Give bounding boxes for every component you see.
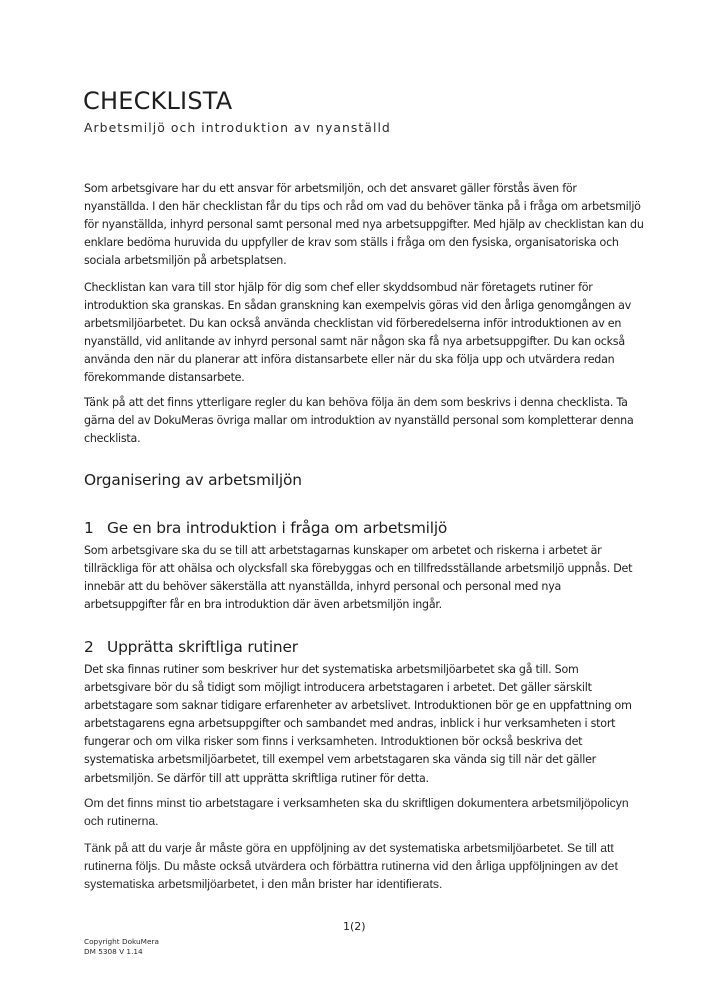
footer	[84, 937, 159, 957]
item-paragraph: Det ska finnas rutiner som beskriver hur det systematiska arbetsmiljöarbetet ska gå till. Som arbetsgivare bör du så tidigt som möjligt introducera arbetstagaren i arbetet. Det gäller särskilt arbetstagare som saknar tidigare erfarenheter av arbetslivet. Introduktionen bör ge en uppfattning om arbetstagarens egna arbetsuppgifter och sambandet med andras, inblick i hur verksamheten i stort fungerar och om vilka risker som finns i verksamheten. Introduktionen bör också beskriva det systematiska arbetsmiljöarbetet, till exempel vem arbetstagaren ska vända sig till när det gäller arbetsmiljön. Se därför till att upprätta skriftliga rutiner för detta.	[84, 663, 632, 785]
item-heading	[84, 637, 298, 657]
item-heading-text: Ge en bra introduktion i fråga om arbetsmiljö	[107, 519, 448, 537]
section-heading: Organisering av arbetsmiljön	[84, 471, 302, 489]
document-title: CHECKLISTA	[83, 87, 233, 115]
footer-copyright: Copyright DokuMera	[84, 937, 159, 946]
intro-paragraph: Checklistan kan vara till stor hjälp för dig som chef eller skyddsombud när företagets rutiner för introduktion ska granskas. En sådan granskning kan exempelvis göras vid den årliga genomgången av arbetsmiljöarbetet. Du kan också använda checklistan vid förberedelserna inför introduktionen av en nyanställd, vid anlitande av inhyrd personal samt när någon ska få nya arbetsuppgifter. Du kan också använda den när du planerar att införa distansarbete eller när du ska följa upp och utvärdera redan förekommande distansarbete.	[84, 281, 632, 385]
intro-paragraph: Som arbetsgivare har du ett ansvar för arbetsmiljön, och det ansvaret gäller förstås även för nyanställda. I den här checklistan får du tips och råd om vad du behöver tänka på i fråga om arbetsmiljö för nyanställda, inhyrd personal samt personal med nya arbetsuppgifter. Med hjälp av checklistan kan du enklare bedöma huruvida du uppfyller de krav som ställs i fråga om den fysiska, organisatoriska och sociala arbetsmiljön på arbetsplatsen.	[84, 182, 644, 268]
item-paragraph: Som arbetsgivare ska du se till att arbetstagarnas kunskaper om arbetet och riskerna i arbetet är tillräckliga för att ohälsa och olycksfall ska förebyggas och en tillfredsställande arbetsmiljö uppnås. Det innebär att du behöver säkerställa att nyanställda, inhyrd personal och personal med nya arbetsuppgifter får en bra introduktion där även arbetsmiljön ingår.	[84, 544, 633, 612]
intro-paragraph: Tänk på att det finns ytterligare regler du kan behöva följa än dem som beskrivs i denna checklista. Ta gärna del av DokuMeras övriga mallar om introduktion av nyanställd personal som kompletterar denna checklista.	[84, 396, 634, 446]
item-number: 1	[84, 519, 94, 537]
footer-doc-id: DM 5308 V 1.14	[84, 947, 143, 956]
item-paragraph: Om det finns minst tio arbetstagare i verksamheten ska du skriftligen dokumentera arbetsmiljöpolicyn och rutinerna.	[84, 796, 629, 829]
document-subtitle: Arbetsmiljö och introduktion av nyanställd	[84, 120, 391, 135]
item-heading-text: Upprätta skriftliga rutiner	[107, 638, 298, 656]
item-number: 2	[84, 638, 94, 656]
item-heading	[84, 518, 447, 538]
item-paragraph: Tänk på att du varje år måste göra en uppföljning av det systematiska arbetsmiljöarbetet. Se till att rutinerna följs. Du måste också utvärdera och förbättra rutinerna vid den årliga uppföljningen av det systematiska arbetsmiljöarbetet, i den mån brister har identifierats.	[84, 841, 618, 892]
page-number: 1(2)	[343, 920, 366, 933]
